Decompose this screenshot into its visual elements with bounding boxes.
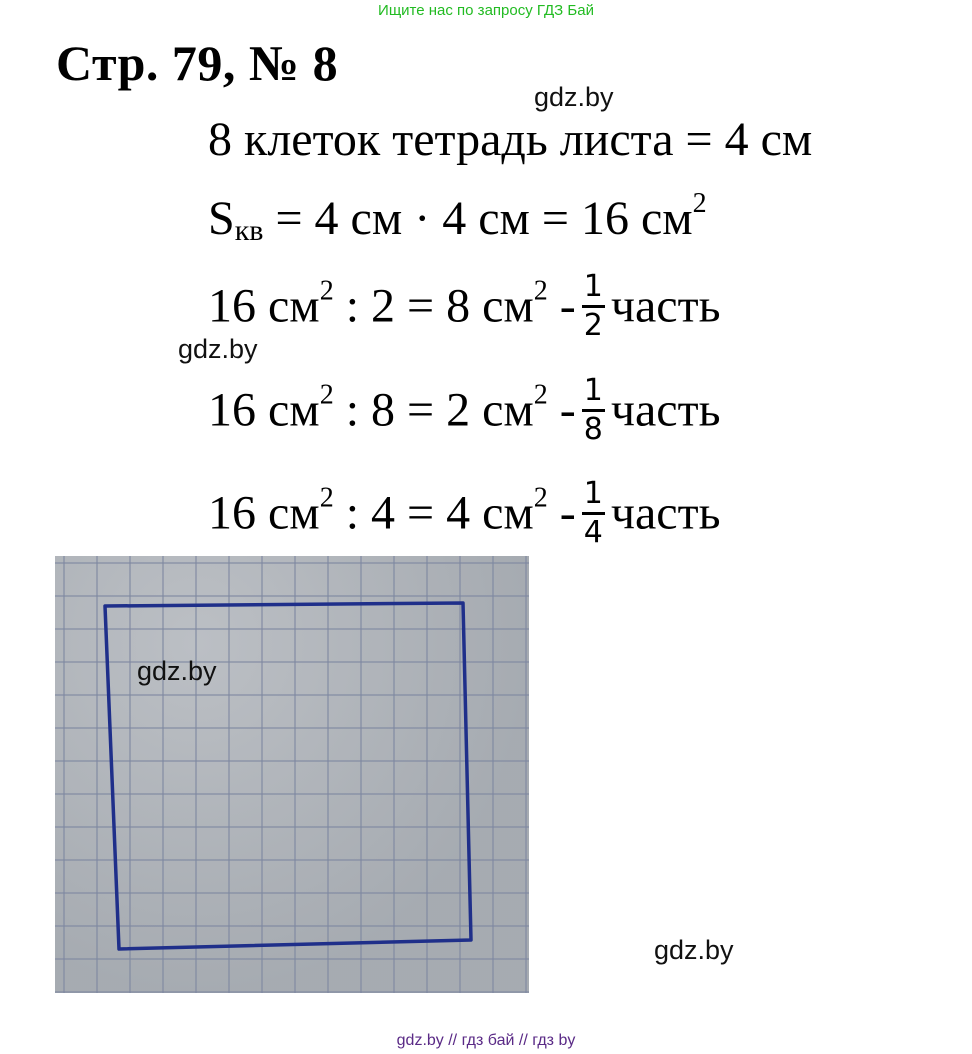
expression-part: : 4 = 4 см xyxy=(333,486,534,540)
solution-line-1: 8 клеток тетрадь листа = 4 см xyxy=(208,113,813,166)
exponent: 2 xyxy=(319,275,334,307)
exponent: 2 xyxy=(533,379,548,411)
fraction-numerator: 1 xyxy=(583,476,603,511)
expression-part: : 2 = 8 см xyxy=(333,279,534,333)
exponent: 2 xyxy=(533,482,548,514)
expression-part: 16 см xyxy=(208,279,320,333)
expression-part: 16 см xyxy=(208,486,320,540)
fraction-denominator: 4 xyxy=(583,515,603,550)
fraction xyxy=(582,373,605,447)
solution-line-4 xyxy=(208,373,721,449)
fraction-denominator: 8 xyxy=(583,412,603,447)
square-outline xyxy=(105,603,471,949)
solution-line-3 xyxy=(208,269,721,345)
expression-part: : 8 = 2 см xyxy=(333,383,534,437)
dash: - xyxy=(547,279,576,333)
footer-links[interactable]: gdz.by // гдз бай // гдз by xyxy=(396,1032,576,1049)
area-subscript: кв xyxy=(234,214,264,247)
part-label: часть xyxy=(610,486,721,540)
exponent: 2 xyxy=(533,275,548,307)
watermark: gdz.by xyxy=(137,656,217,686)
dash: - xyxy=(547,486,576,540)
exponent: 2 xyxy=(692,188,707,219)
area-symbol: S xyxy=(208,192,235,245)
exponent: 2 xyxy=(319,482,334,514)
solution-line-5 xyxy=(208,476,721,552)
part-label: часть xyxy=(610,383,721,437)
watermark: gdz.by xyxy=(534,82,614,112)
fraction xyxy=(582,476,605,550)
area-expression: = 4 см · 4 см = 16 см xyxy=(263,192,693,245)
top-banner[interactable]: Ищите нас по запросу ГДЗ Бай xyxy=(378,2,594,19)
watermark: gdz.by xyxy=(654,935,734,965)
fraction-denominator: 2 xyxy=(583,308,603,343)
fraction-numerator: 1 xyxy=(583,269,603,304)
watermark: gdz.by xyxy=(178,334,258,364)
expression-part: 16 см xyxy=(208,383,320,437)
page-title: Стр. 79, № 8 xyxy=(56,35,339,91)
solution-line-2 xyxy=(208,190,707,246)
part-label: часть xyxy=(610,279,721,333)
dash: - xyxy=(547,383,576,437)
drawn-square xyxy=(55,556,529,993)
notebook-photo xyxy=(55,556,529,993)
fraction-numerator: 1 xyxy=(583,373,603,408)
exponent: 2 xyxy=(319,379,334,411)
fraction xyxy=(582,269,605,343)
